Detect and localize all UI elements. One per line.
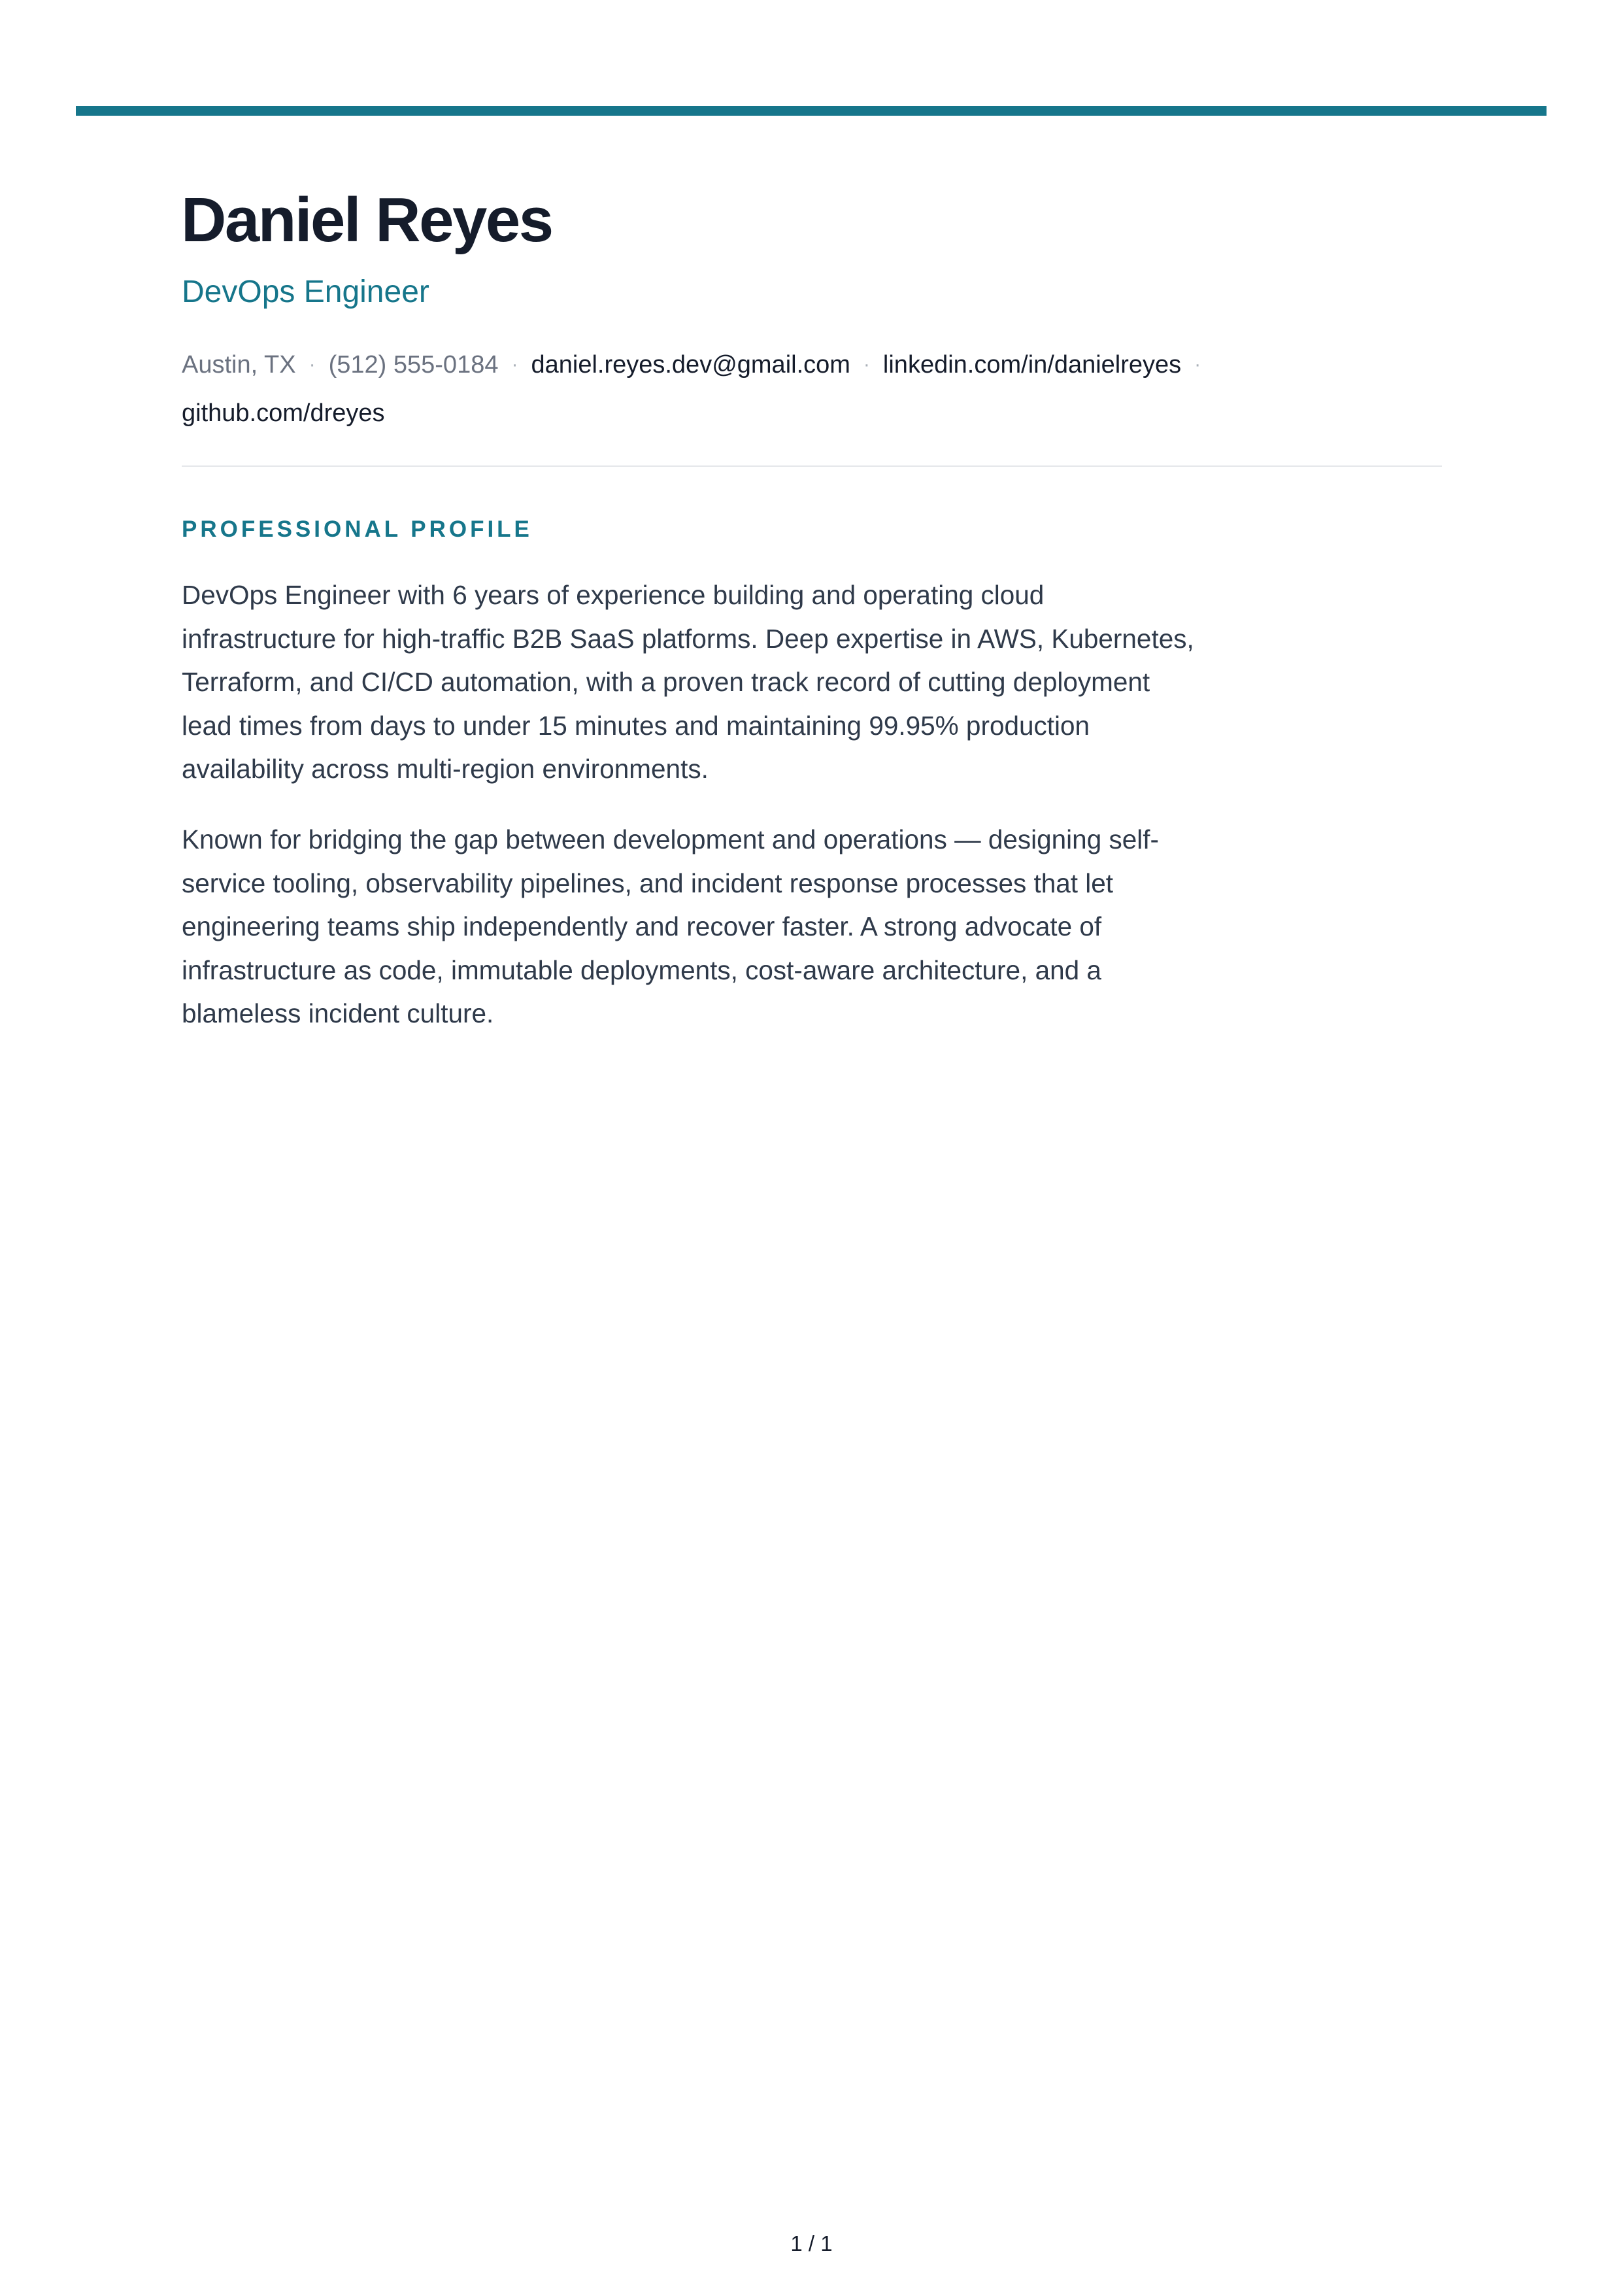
- candidate-name: Daniel Reyes: [181, 185, 552, 255]
- section-title-profile: PROFESSIONAL PROFILE: [182, 516, 533, 542]
- separator-dot: ·: [863, 354, 870, 375]
- page-number: 1 / 1: [790, 2231, 833, 2255]
- separator-dot: ·: [1194, 354, 1201, 375]
- profile-paragraph: DevOps Engineer with 6 years of experience building and operating cloud infrastructure for high-traffic B2B SaaS platforms. Deep expertise in AWS, Kubernetes, Terraform, and CI/CD automation, with a proven track record of cutting deployment lead times from days to under 15 minutes and maintaining 99.95% production availability across multi-region environments.: [182, 580, 1194, 784]
- profile-paragraph: Known for bridging the gap between development and operations — designing self-service tooling, observability pipelines, and incident response processes that let engineering teams ship independently and recover faster. A strong advocate of infrastructure as code, immutable deployments, cost-aware architecture, and a blameless incident culture.: [182, 824, 1159, 1028]
- contact-line: [182, 350, 1214, 380]
- separator-dot: ·: [511, 354, 518, 375]
- location: Austin, TX: [182, 351, 296, 379]
- job-title: DevOps Engineer: [182, 275, 429, 309]
- email-link[interactable]: daniel.reyes.dev@gmail.com: [531, 351, 850, 379]
- phone: (512) 555-0184: [328, 351, 499, 379]
- contact-line: [182, 399, 385, 429]
- github-link[interactable]: github.com/dreyes: [182, 399, 385, 427]
- header-divider: [182, 465, 1442, 467]
- separator-dot: ·: [309, 354, 316, 375]
- top-accent-bar: [76, 106, 1547, 116]
- linkedin-link[interactable]: linkedin.com/in/danielreyes: [882, 351, 1182, 379]
